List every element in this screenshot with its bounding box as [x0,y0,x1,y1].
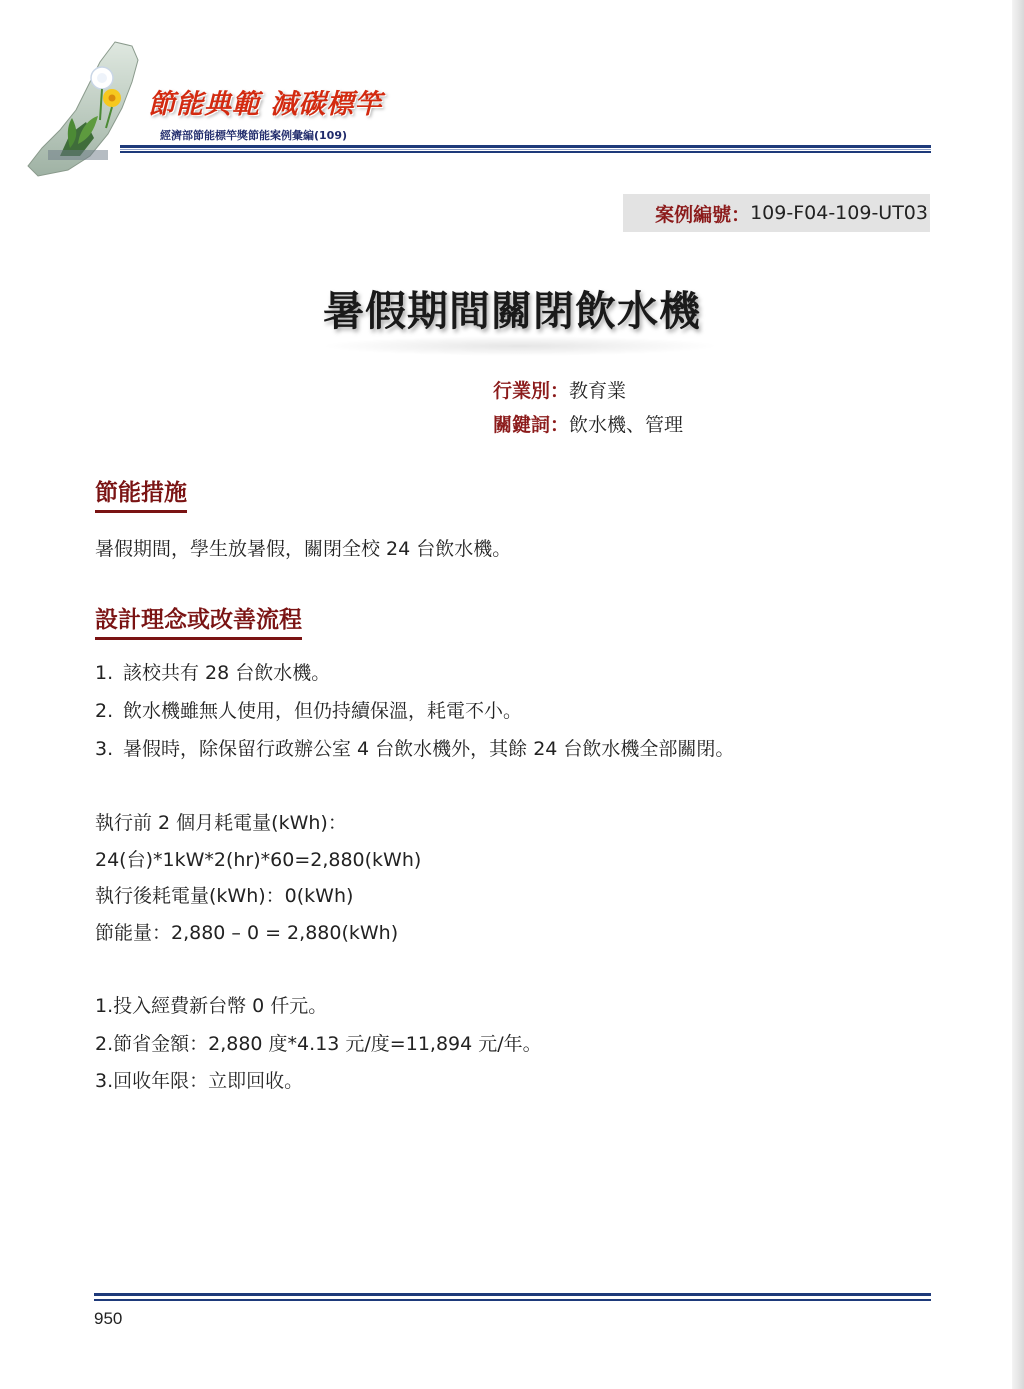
brand-title: 節能典範 減碳標竿 [148,89,383,120]
document-title: 暑假期間關閉飲水機 [323,287,701,335]
industry-row [493,376,626,403]
list-item-number: 3. [95,738,114,760]
title-shadow [320,336,720,356]
footer-divider [94,1293,931,1301]
measures-text: 暑假期間，學生放暑假，關閉全校 24 台飲水機。 [95,538,512,560]
list-item-text: 該校共有 28 台飲水機。 [123,662,331,684]
brand-subtitle: 經濟部節能標竿獎節能案例彙編(109) [160,129,348,142]
industry-value: 教育業 [569,380,627,402]
page-number: 950 [94,1309,123,1328]
case-number-value: 109-F04-109-UT03 [750,202,928,224]
keywords-label: 關鍵詞： [493,414,570,436]
list-item-number: 1. [95,662,114,684]
section-heading-measures: 節能措施 [95,474,187,513]
list-item-text: 飲水機雖無人使用，但仍持續保溫，耗電不小。 [123,700,523,722]
econ-line: 1.投入經費新台幣 0 仟元。 [95,995,328,1017]
logo [20,38,160,178]
section-heading-design: 設計理念或改善流程 [95,601,302,640]
case-number-label: 案例編號： [655,203,751,226]
list-item [95,658,330,685]
industry-label: 行業別： [493,380,570,402]
calc-line: 24(台)*1kW*2(hr)*60=2,880(kWh) [95,849,422,871]
calc-line: 執行前 2 個月耗電量(kWh)： [95,812,347,834]
econ-line: 2.節省金額：2,880 度*4.13 元/度=11,894 元/年。 [95,1033,542,1055]
list-item [95,734,734,761]
list-item [95,696,522,723]
taiwan-map-icon [20,38,160,178]
header-divider [120,145,931,153]
list-item-number: 2. [95,700,114,722]
calc-line: 節能量：2,880 – 0 = 2,880(kWh) [95,922,399,944]
keywords-row [493,410,683,437]
page-edge [1012,0,1024,1389]
case-number-box [623,194,930,232]
calc-line: 執行後耗電量(kWh)：0(kWh) [95,885,354,907]
econ-line: 3.回收年限：立即回收。 [95,1070,304,1092]
keywords-value: 飲水機、管理 [569,414,684,436]
list-item-text: 暑假時，除保留行政辦公室 4 台飲水機外，其餘 24 台飲水機全部關閉。 [123,738,735,760]
